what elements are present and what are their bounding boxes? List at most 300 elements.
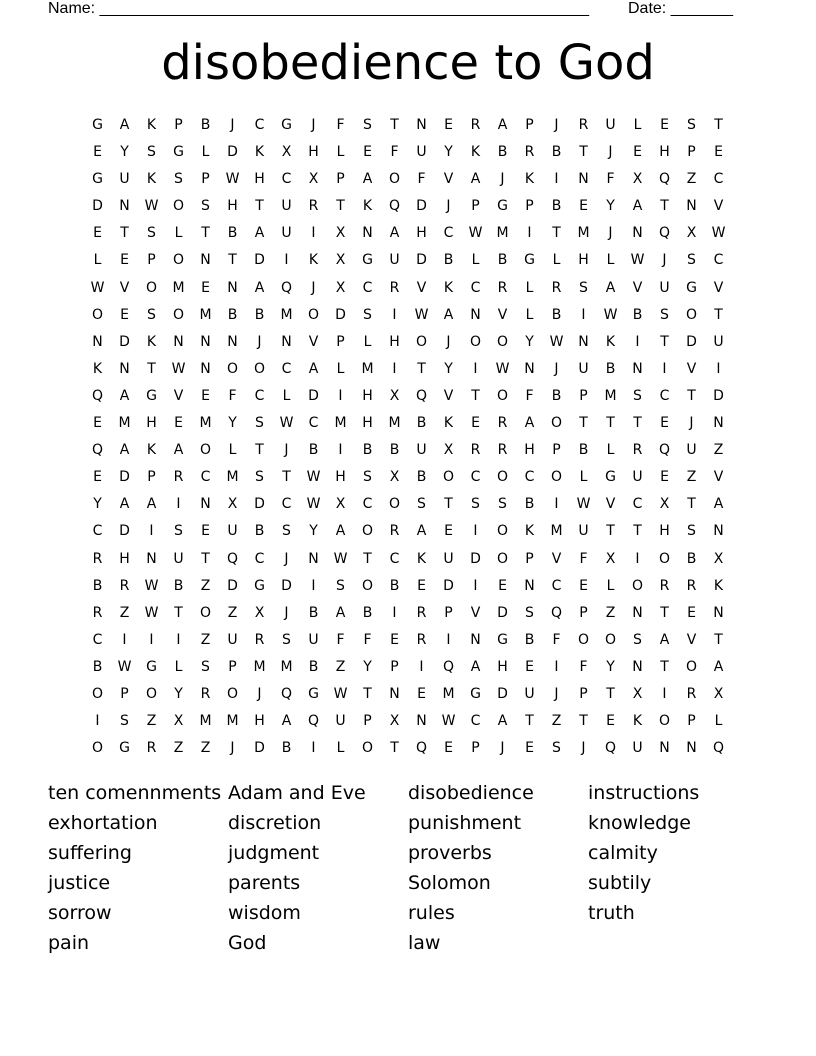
grid-letter: B — [254, 306, 265, 323]
grid-letter: M — [361, 360, 374, 377]
grid-letter: L — [336, 144, 345, 161]
grid-letter: S — [579, 279, 588, 296]
puzzle-title: disobedience to God — [161, 35, 655, 91]
grid-letter: X — [632, 171, 643, 188]
grid-letter: B — [524, 496, 535, 513]
grid-letter: W — [333, 685, 348, 702]
grid-letter: B — [227, 306, 238, 323]
grid-letter: M — [442, 685, 455, 702]
grid-letter: M — [199, 713, 212, 730]
grid-letter: H — [227, 198, 238, 215]
grid-letter: U — [416, 144, 427, 161]
word-list-item: sorrow — [48, 902, 112, 924]
grid-letter: O — [685, 658, 698, 675]
grid-letter: L — [606, 252, 615, 269]
grid-letter: V — [119, 279, 130, 296]
grid-letter: W — [171, 360, 186, 377]
grid-letter: U — [335, 713, 346, 730]
grid-letter: X — [173, 713, 184, 730]
grid-letter: I — [176, 496, 181, 513]
grid-letter: T — [201, 225, 210, 242]
grid-letter: T — [714, 306, 723, 323]
grid-letter: V — [632, 279, 643, 296]
grid-letter: E — [120, 306, 129, 323]
grid-letter: T — [579, 415, 588, 432]
grid-letter: O — [577, 631, 590, 648]
grid-letter: I — [392, 604, 397, 621]
grid-letter: K — [308, 252, 319, 269]
grid-letter: N — [119, 360, 130, 377]
grid-letter: Z — [605, 604, 616, 621]
grid-letter: O — [361, 740, 374, 757]
grid-letter: H — [254, 171, 265, 188]
grid-letter: B — [308, 442, 319, 459]
grid-letter: A — [119, 117, 130, 133]
grid-letter: X — [227, 496, 238, 513]
grid-letter: E — [201, 523, 210, 540]
grid-letter: R — [686, 577, 697, 594]
grid-letter: G — [524, 252, 535, 269]
word-list-item: ten comennments — [48, 782, 222, 804]
grid-letter: X — [389, 713, 400, 730]
grid-letter: D — [254, 740, 265, 757]
grid-letter: C — [470, 713, 481, 730]
grid-letter: J — [284, 442, 289, 459]
grid-letter: X — [632, 685, 643, 702]
grid-letter: L — [714, 713, 723, 730]
grid-letter: A — [254, 279, 265, 296]
grid-letter: W — [144, 604, 159, 621]
grid-letter: H — [659, 523, 670, 540]
grid-letter: G — [308, 685, 319, 702]
grid-letter: C — [308, 415, 319, 432]
grid-letter: W — [117, 658, 132, 675]
grid-letter: V — [551, 550, 562, 567]
grid-letter: R — [497, 279, 508, 296]
grid-letter: R — [470, 442, 481, 459]
grid-letter: I — [716, 360, 721, 377]
grid-letter: F — [336, 631, 345, 648]
grid-letter: N — [524, 360, 535, 377]
grid-letter: J — [581, 740, 586, 757]
grid-letter: A — [335, 604, 346, 621]
grid-letter: W — [495, 360, 510, 377]
grid-letter: K — [524, 523, 535, 540]
grid-letter: H — [335, 469, 346, 486]
word-list-item: instructions — [588, 782, 700, 804]
grid-letter: S — [633, 387, 642, 404]
grid-letter: V — [416, 279, 427, 296]
grid-letter: I — [635, 333, 640, 350]
grid-letter: B — [227, 225, 238, 242]
grid-letter: E — [498, 577, 507, 594]
grid-letter: Y — [444, 144, 453, 161]
grid-letter: G — [119, 740, 130, 757]
grid-letter: L — [633, 117, 642, 133]
word-list-item: proverbs — [408, 842, 492, 864]
grid-letter: H — [524, 442, 535, 459]
grid-letter: Y — [174, 685, 183, 702]
word-list-item: parents — [228, 872, 301, 894]
grid-letter: B — [389, 577, 400, 594]
grid-letter: E — [525, 658, 534, 675]
grid-letter: H — [254, 713, 265, 730]
grid-letter: S — [687, 252, 696, 269]
grid-letter: N — [578, 171, 589, 188]
grid-letter: B — [281, 740, 292, 757]
grid-letter: H — [362, 415, 373, 432]
grid-letter: Y — [606, 658, 615, 675]
grid-letter: C — [281, 496, 292, 513]
grid-letter: N — [227, 333, 238, 350]
word-list-item: wisdom — [228, 902, 301, 924]
word-list-item: God — [228, 932, 267, 954]
grid-letter: D — [713, 387, 724, 404]
grid-letter: R — [632, 442, 643, 459]
grid-letter: D — [497, 604, 508, 621]
grid-letter: N — [713, 523, 724, 540]
grid-letter: H — [362, 387, 373, 404]
grid-letter: X — [335, 252, 346, 269]
grid-letter: I — [662, 360, 667, 377]
grid-letter: A — [308, 360, 319, 377]
grid-letter: E — [714, 144, 723, 161]
grid-letter: O — [496, 550, 509, 567]
grid-letter: Q — [388, 198, 401, 215]
grid-letter: Z — [119, 604, 130, 621]
grid-letter: Q — [658, 171, 671, 188]
grid-letter: Q — [307, 713, 320, 730]
grid-letter: U — [632, 469, 643, 486]
grid-letter: J — [446, 333, 451, 350]
grid-letter: H — [308, 144, 319, 161]
grid-letter: J — [608, 225, 613, 242]
grid-letter: T — [471, 387, 480, 404]
grid-letter: P — [147, 469, 156, 486]
grid-letter: J — [311, 279, 316, 296]
grid-letter: O — [226, 685, 239, 702]
grid-letter: B — [308, 658, 319, 675]
grid-letter: Y — [606, 198, 615, 215]
grid-letter: B — [416, 469, 427, 486]
grid-letter: W — [603, 306, 618, 323]
grid-letter: K — [605, 333, 616, 350]
grid-letter: M — [199, 415, 212, 432]
grid-letter: I — [392, 306, 397, 323]
grid-letter: D — [416, 198, 427, 215]
grid-letter: B — [497, 252, 508, 269]
grid-letter: P — [174, 117, 183, 133]
grid-letter: T — [714, 631, 723, 648]
grid-letter: L — [201, 144, 210, 161]
grid-letter: C — [254, 550, 265, 567]
grid-letter: A — [713, 496, 724, 513]
grid-letter: Q — [604, 740, 617, 757]
grid-letter: N — [200, 360, 211, 377]
grid-letter: C — [389, 550, 400, 567]
grid-letter: I — [473, 523, 478, 540]
grid-letter: I — [149, 523, 154, 540]
grid-letter: D — [254, 252, 265, 269]
grid-letter: J — [689, 415, 694, 432]
grid-letter: I — [635, 550, 640, 567]
grid-letter: V — [713, 469, 724, 486]
grid-letter: V — [605, 496, 616, 513]
grid-letter: G — [146, 387, 157, 404]
grid-letter: R — [416, 631, 427, 648]
grid-letter: O — [469, 333, 482, 350]
grid-letter: N — [200, 496, 211, 513]
grid-letter: X — [308, 171, 319, 188]
grid-letter: G — [92, 117, 103, 133]
grid-letter: S — [471, 496, 480, 513]
grid-letter: U — [227, 523, 238, 540]
grid-letter: K — [713, 577, 724, 594]
grid-letter: R — [173, 469, 184, 486]
grid-letter: K — [362, 198, 373, 215]
grid-letter: T — [687, 496, 696, 513]
grid-letter: K — [470, 144, 481, 161]
grid-letter: A — [119, 442, 130, 459]
grid-letter: K — [146, 171, 157, 188]
word-list-item: Adam and Eve — [228, 782, 366, 804]
grid-letter: Q — [712, 740, 725, 757]
grid-letter: T — [363, 685, 372, 702]
grid-letter: L — [363, 333, 372, 350]
grid-letter: L — [336, 740, 345, 757]
grid-letter: O — [415, 333, 428, 350]
word-list-item: judgment — [228, 842, 320, 864]
grid-letter: L — [525, 279, 534, 296]
grid-letter: H — [578, 252, 589, 269]
grid-letter: Y — [120, 144, 129, 161]
grid-letter: U — [308, 631, 319, 648]
grid-letter: L — [282, 387, 291, 404]
grid-letter: B — [416, 415, 427, 432]
grid-letter: L — [228, 442, 237, 459]
grid-letter: T — [228, 252, 237, 269]
grid-letter: L — [174, 225, 183, 242]
grid-letter: O — [253, 360, 266, 377]
grid-letter: K — [416, 550, 427, 567]
grid-letter: O — [91, 306, 104, 323]
grid-letter: M — [118, 415, 131, 432]
grid-letter: M — [334, 415, 347, 432]
grid-letter: N — [713, 415, 724, 432]
grid-letter: J — [500, 740, 505, 757]
grid-letter: Y — [228, 415, 237, 432]
grid-letter: W — [414, 306, 429, 323]
grid-letter: T — [606, 685, 615, 702]
grid-letter: C — [524, 469, 535, 486]
grid-letter: O — [496, 469, 509, 486]
grid-letter: O — [604, 631, 617, 648]
grid-letter: T — [120, 225, 129, 242]
grid-letter: A — [443, 306, 454, 323]
grid-letter: P — [471, 740, 480, 757]
grid-letter: P — [228, 658, 237, 675]
grid-letter: X — [335, 279, 346, 296]
grid-letter: C — [200, 469, 211, 486]
grid-letter: Z — [686, 171, 697, 188]
grid-letter: Z — [200, 577, 211, 594]
grid-letter: Q — [280, 685, 293, 702]
grid-letter: J — [311, 117, 316, 133]
grid-letter: K — [146, 333, 157, 350]
grid-letter: F — [606, 171, 615, 188]
grid-letter: J — [230, 117, 235, 133]
grid-letter: T — [444, 496, 453, 513]
grid-letter: N — [200, 252, 211, 269]
grid-letter: E — [390, 631, 399, 648]
grid-letter: E — [93, 225, 102, 242]
grid-letter: H — [389, 333, 400, 350]
grid-letter: G — [92, 171, 103, 188]
grid-letter: I — [311, 577, 316, 594]
grid-letter: R — [686, 685, 697, 702]
grid-letter: S — [201, 198, 210, 215]
grid-letter: S — [687, 117, 696, 133]
grid-letter: O — [226, 360, 239, 377]
grid-letter: S — [147, 144, 156, 161]
grid-letter: X — [686, 225, 697, 242]
grid-letter: N — [227, 279, 238, 296]
grid-letter: X — [389, 387, 400, 404]
grid-letter: E — [606, 713, 615, 730]
grid-letter: F — [228, 387, 237, 404]
word-list-item: Solomon — [408, 872, 491, 894]
grid-letter: V — [497, 306, 508, 323]
grid-letter: C — [362, 279, 373, 296]
grid-letter: A — [119, 387, 130, 404]
grid-letter: T — [147, 360, 156, 377]
grid-letter: C — [92, 631, 103, 648]
grid-letter: O — [199, 604, 212, 621]
grid-letter: H — [416, 225, 427, 242]
grid-letter: D — [416, 252, 427, 269]
grid-letter: Z — [200, 631, 211, 648]
grid-letter: T — [660, 333, 669, 350]
grid-letter: G — [686, 279, 697, 296]
grid-letter: P — [525, 550, 534, 567]
grid-letter: I — [473, 577, 478, 594]
grid-letter: I — [554, 496, 559, 513]
grid-letter: W — [225, 171, 240, 188]
grid-letter: B — [173, 577, 184, 594]
grid-letter: R — [659, 577, 670, 594]
grid-letter: P — [444, 604, 453, 621]
grid-letter: T — [633, 415, 642, 432]
grid-letter: O — [388, 496, 401, 513]
grid-letter: S — [255, 469, 264, 486]
grid-letter: X — [254, 604, 265, 621]
grid-letter: A — [281, 713, 292, 730]
grid-letter: Z — [335, 658, 346, 675]
grid-letter: I — [338, 442, 343, 459]
grid-letter: G — [254, 577, 265, 594]
grid-letter: U — [389, 252, 400, 269]
grid-letter: J — [662, 252, 667, 269]
grid-letter: P — [579, 604, 588, 621]
date-field-line: Date: _______ — [628, 0, 733, 17]
grid-letter: Q — [226, 550, 239, 567]
grid-letter: J — [230, 740, 235, 757]
grid-letter: E — [93, 415, 102, 432]
grid-letter: N — [92, 333, 103, 350]
grid-letter: N — [470, 631, 481, 648]
grid-letter: D — [686, 333, 697, 350]
grid-letter: F — [363, 631, 372, 648]
grid-letter: R — [551, 279, 562, 296]
grid-letter: J — [257, 333, 262, 350]
grid-letter: P — [147, 252, 156, 269]
grid-letter: Z — [686, 469, 697, 486]
grid-letter: E — [93, 469, 102, 486]
header-fields — [48, 0, 748, 20]
grid-letter: B — [362, 604, 373, 621]
grid-letter: D — [308, 387, 319, 404]
grid-letter: A — [173, 442, 184, 459]
grid-letter: N — [416, 713, 427, 730]
grid-letter: B — [92, 577, 103, 594]
grid-letter: I — [149, 631, 154, 648]
grid-letter: W — [549, 333, 564, 350]
grid-letter: U — [416, 442, 427, 459]
grid-letter: Z — [200, 740, 211, 757]
grid-letter: T — [363, 550, 372, 567]
grid-letter: I — [581, 306, 586, 323]
grid-letter: N — [578, 333, 589, 350]
word-list-item: punishment — [408, 812, 522, 834]
grid-letter: X — [335, 225, 346, 242]
grid-letter: O — [91, 740, 104, 757]
grid-letter: Q — [415, 387, 428, 404]
grid-letter: V — [713, 198, 724, 215]
grid-letter: T — [606, 415, 615, 432]
grid-letter: S — [174, 523, 183, 540]
grid-letter: P — [525, 198, 534, 215]
grid-letter: M — [280, 306, 293, 323]
grid-letter: E — [174, 415, 183, 432]
grid-letter: Q — [442, 658, 455, 675]
grid-letter: X — [389, 469, 400, 486]
grid-letter: U — [281, 198, 292, 215]
grid-letter: S — [120, 713, 129, 730]
grid-letter: G — [173, 144, 184, 161]
grid-letter: N — [200, 333, 211, 350]
grid-letter: P — [687, 713, 696, 730]
grid-letter: N — [632, 360, 643, 377]
grid-letter: E — [363, 144, 372, 161]
grid-letter: U — [524, 685, 535, 702]
grid-letter: C — [281, 171, 292, 188]
grid-letter: F — [336, 117, 345, 133]
grid-letter: X — [443, 442, 454, 459]
grid-letter: N — [119, 198, 130, 215]
grid-letter: S — [201, 658, 210, 675]
grid-letter: R — [119, 577, 130, 594]
grid-letter: P — [363, 713, 372, 730]
grid-letter: S — [174, 171, 183, 188]
grid-letter: O — [172, 252, 185, 269]
grid-letter: P — [201, 171, 210, 188]
grid-letter: E — [444, 740, 453, 757]
grid-letter: O — [145, 279, 158, 296]
grid-letter: C — [254, 117, 265, 133]
grid-letter: M — [496, 225, 509, 242]
grid-letter: E — [660, 469, 669, 486]
grid-letter: S — [336, 577, 345, 594]
